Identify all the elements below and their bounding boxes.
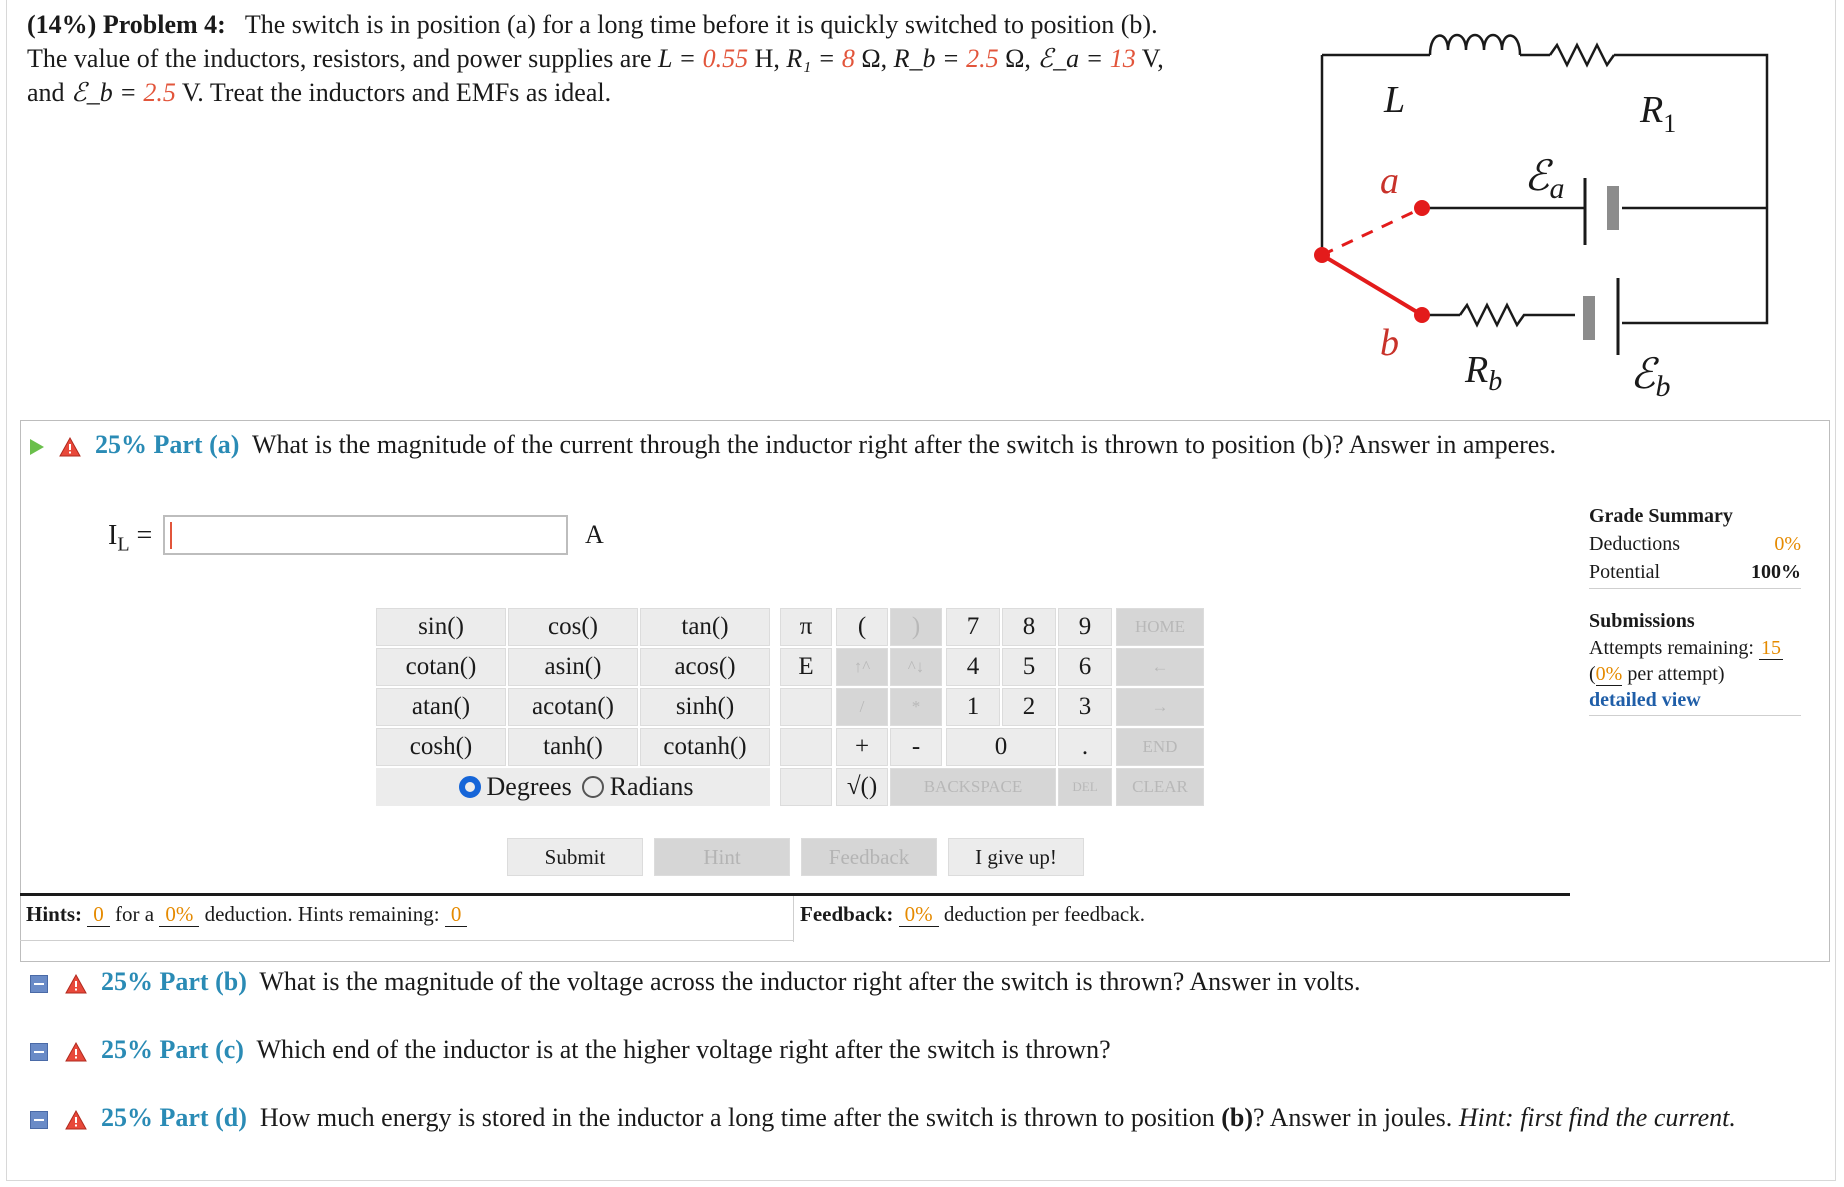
key-3[interactable]: 3 — [1058, 688, 1112, 726]
hints-underline — [20, 940, 793, 941]
part-d-question: How much energy is stored in the inductor a long time after the switch is thrown to position — [259, 1103, 1215, 1132]
circuit-resistor-Rb — [1460, 305, 1575, 325]
L-unit: H, — [754, 44, 780, 73]
potential-value: 100% — [1751, 561, 1801, 583]
collapse-icon[interactable] — [30, 1111, 48, 1129]
answer-label — [108, 520, 152, 557]
part-d-question-end: ? Answer in joules. — [1253, 1103, 1453, 1132]
key-2[interactable]: 2 — [1002, 688, 1056, 726]
hints-divider — [793, 896, 794, 942]
L-label: L = — [658, 44, 697, 73]
per-attempt-text: per attempt) — [1627, 663, 1725, 685]
feedback-deduction-pct: 0% — [899, 902, 939, 927]
key-blank-1 — [780, 688, 832, 726]
key-0[interactable]: 0 — [946, 728, 1056, 766]
R1-value: 8 — [841, 44, 855, 73]
hints-for-a: for a — [115, 902, 155, 926]
warning-icon — [65, 1042, 87, 1062]
submissions-title: Submissions — [1589, 610, 1695, 632]
part-c-question: Which end of the inductor is at the higher voltage right after the switch is thrown? — [256, 1035, 1111, 1064]
key-7[interactable]: 7 — [946, 608, 1000, 646]
problem-line3-prefix: and — [27, 78, 65, 107]
hints-label: Hints: — [26, 902, 83, 926]
part-b-label: Part (b) — [159, 967, 247, 996]
warning-icon — [65, 1110, 87, 1130]
key-asin[interactable]: asin() — [508, 648, 638, 686]
circuit-inductor — [1430, 35, 1520, 55]
radians-label: Radians — [609, 772, 694, 801]
Rb-unit: Ω, — [1005, 44, 1031, 73]
grade-summary — [1589, 502, 1801, 716]
circuit-contact-b — [1414, 307, 1430, 323]
per-attempt-row — [1589, 661, 1801, 687]
circuit-label-Rb — [1464, 349, 1502, 397]
submissions-rule — [1589, 715, 1801, 716]
key-up[interactable]: ↑^ — [836, 648, 888, 686]
circuit-label-Ea-main: ℰ — [1524, 154, 1550, 200]
key-slash[interactable]: / — [836, 688, 888, 726]
Ea-value: 13 — [1109, 44, 1136, 73]
part-a-question: What is the magnitude of the current through the inductor right after the switch is thrown to position (b)? Answer in amperes. — [251, 430, 1556, 459]
key-end[interactable]: END — [1116, 728, 1204, 766]
answer-input[interactable] — [163, 515, 568, 555]
part-b-question: What is the magnitude of the voltage across the inductor right after the switch is thrown? Answer in volts. — [259, 967, 1361, 996]
circuit-label-Ea — [1524, 154, 1564, 205]
part-b-weight: 25% — [101, 967, 153, 996]
hints-deduction-pct: 0% — [159, 902, 199, 927]
deductions-row — [1589, 530, 1801, 558]
part-d-hint: Hint: first find the current. — [1458, 1103, 1736, 1132]
part-d-weight: 25% — [101, 1103, 153, 1132]
circuit-label-R1 — [1639, 89, 1676, 138]
circuit-diagram — [1300, 10, 1780, 410]
Eb-label: ℰ_b = — [71, 78, 137, 107]
key-cotan[interactable]: cotan() — [376, 648, 506, 686]
key-sqrt[interactable]: √() — [836, 768, 888, 806]
part-a-weight: 25% — [95, 430, 147, 459]
potential-row — [1589, 558, 1801, 586]
key-open-paren[interactable]: ( — [836, 608, 888, 646]
collapse-icon[interactable] — [30, 1043, 48, 1061]
text-caret — [170, 522, 172, 549]
degrees-radio[interactable] — [459, 776, 481, 798]
circuit-label-R1-main: R — [1640, 89, 1664, 131]
key-acos[interactable]: acos() — [640, 648, 770, 686]
angle-mode-group — [376, 768, 770, 806]
Ea-unit: V, — [1141, 44, 1164, 73]
part-d-header[interactable] — [30, 1101, 1736, 1135]
per-attempt-value: 0% — [1595, 663, 1623, 685]
key-clear[interactable]: CLEAR — [1116, 768, 1204, 806]
part-c-label: Part (c) — [159, 1035, 244, 1064]
circuit-battery-b-short — [1583, 296, 1595, 340]
key-sinh[interactable]: sinh() — [640, 688, 770, 726]
key-down[interactable]: ^↓ — [890, 648, 942, 686]
grade-summary-rule — [1589, 588, 1801, 589]
hints-count: 0 — [87, 902, 110, 927]
key-cos[interactable]: cos() — [508, 608, 638, 646]
key-right-arrow[interactable]: → — [1116, 688, 1204, 726]
key-tanh[interactable]: tanh() — [508, 728, 638, 766]
attempts-row — [1589, 635, 1801, 661]
part-b-header[interactable] — [30, 965, 1361, 999]
Ea-label: ℰ_a = — [1037, 44, 1104, 73]
R1-label: R₁ = — [786, 44, 836, 73]
key-left-arrow[interactable]: ← — [1116, 648, 1204, 686]
key-acotan[interactable]: acotan() — [508, 688, 638, 726]
warning-icon — [65, 974, 87, 994]
degrees-label: Degrees — [486, 772, 572, 801]
deductions-label: Deductions — [1589, 533, 1681, 555]
circuit-label-Rb-sub: b — [1488, 366, 1503, 397]
part-c-header[interactable] — [30, 1033, 1111, 1067]
Eb-value: 2.5 — [143, 78, 176, 107]
answer-label-sub: L — [117, 533, 130, 556]
hint-button[interactable]: Hint — [654, 838, 790, 876]
key-pi[interactable]: π — [780, 608, 832, 646]
attempts-label: Attempts remaining: — [1589, 637, 1754, 659]
problem-line1: The switch is in position (a) for a long time before it is quickly switched to position (b). — [244, 10, 1158, 39]
key-blank-2 — [780, 728, 832, 766]
attempts-value: 15 — [1760, 637, 1781, 659]
feedback-button[interactable]: Feedback — [801, 838, 937, 876]
feedback-label: Feedback: — [800, 902, 894, 926]
key-minus[interactable]: - — [890, 728, 942, 766]
hints-info — [26, 902, 467, 927]
hints-deduction-text: deduction. Hints remaining: — [204, 902, 440, 926]
answer-label-eq: = — [136, 520, 153, 551]
per-attempt-open: ( — [1589, 663, 1596, 685]
give-up-button[interactable]: I give up! — [948, 838, 1084, 876]
circuit-label-Rb-main: R — [1465, 349, 1489, 391]
problem-line2-prefix: The value of the inductors, resistors, and power supplies are — [27, 44, 652, 73]
circuit-label-Eb-main: ℰ — [1630, 352, 1656, 398]
circuit-label-Eb-sub: b — [1655, 370, 1671, 403]
L-value: 0.55 — [702, 44, 749, 73]
key-8[interactable]: 8 — [1002, 608, 1056, 646]
key-atan[interactable]: atan() — [376, 688, 506, 726]
Rb-label: R_b = — [893, 44, 960, 73]
key-4[interactable]: 4 — [946, 648, 1000, 686]
key-plus[interactable]: + — [836, 728, 888, 766]
R1-unit: Ω, — [861, 44, 888, 73]
key-6[interactable]: 6 — [1058, 648, 1112, 686]
key-cotanh[interactable]: cotanh() — [640, 728, 770, 766]
circuit-switch-pivot — [1314, 247, 1330, 263]
problem-header: (14%) Problem 4: — [27, 10, 226, 39]
radians-radio[interactable] — [582, 776, 604, 798]
warning-icon — [59, 437, 81, 457]
circuit-contact-a — [1414, 200, 1430, 216]
expand-triangle-icon[interactable] — [30, 439, 44, 455]
part-a-header[interactable] — [30, 428, 1556, 462]
part-d-label: Part (d) — [159, 1103, 247, 1132]
grade-summary-title: Grade Summary — [1589, 505, 1733, 527]
key-star[interactable]: * — [890, 688, 942, 726]
answer-label-main: I — [108, 520, 118, 551]
potential-label: Potential — [1589, 561, 1661, 583]
key-e[interactable]: E — [780, 648, 832, 686]
key-dot[interactable]: . — [1058, 728, 1112, 766]
circuit-label-b: b — [1380, 322, 1399, 364]
answer-unit: A — [585, 520, 604, 549]
part-c-weight: 25% — [101, 1035, 153, 1064]
circuit-label-Ea-sub: a — [1549, 172, 1565, 205]
collapse-icon[interactable] — [30, 975, 48, 993]
key-blank-3 — [780, 768, 832, 806]
feedback-text: deduction per feedback. — [943, 902, 1145, 926]
key-1[interactable]: 1 — [946, 688, 1000, 726]
Eb-unit: V. Treat the inductors and EMFs as ideal. — [181, 78, 612, 107]
deductions-value: 0% — [1774, 533, 1801, 555]
part-a-label: Part (a) — [153, 430, 240, 459]
key-9[interactable]: 9 — [1058, 608, 1112, 646]
submit-button[interactable]: Submit — [507, 838, 643, 876]
problem-statement — [27, 8, 1257, 110]
circuit-label-R1-sub: 1 — [1663, 109, 1677, 138]
circuit-label-Eb — [1630, 352, 1670, 403]
Rb-value: 2.5 — [966, 44, 999, 73]
key-close-paren[interactable]: ) — [890, 608, 942, 646]
key-sin[interactable]: sin() — [376, 608, 506, 646]
part-d-question-bold: (b) — [1221, 1103, 1253, 1132]
circuit-battery-a-short — [1607, 186, 1619, 230]
circuit-switch-arm — [1322, 255, 1422, 315]
key-cosh[interactable]: cosh() — [376, 728, 506, 766]
key-backspace[interactable]: BACKSPACE — [890, 768, 1056, 806]
circuit-resistor-R1 — [1550, 45, 1614, 65]
hints-feedback-bar — [20, 893, 1570, 942]
circuit-label-a: a — [1380, 160, 1399, 202]
key-del[interactable]: DEL — [1058, 768, 1112, 806]
detailed-view-link[interactable]: detailed view — [1589, 689, 1701, 711]
circuit-label-L: L — [1384, 79, 1406, 121]
circuit-wire-top-right — [1614, 55, 1767, 323]
key-5[interactable]: 5 — [1002, 648, 1056, 686]
hints-remaining: 0 — [445, 902, 468, 927]
key-tan[interactable]: tan() — [640, 608, 770, 646]
key-home[interactable]: HOME — [1116, 608, 1204, 646]
feedback-info — [800, 902, 1145, 927]
circuit-switch-dashed — [1322, 208, 1422, 255]
